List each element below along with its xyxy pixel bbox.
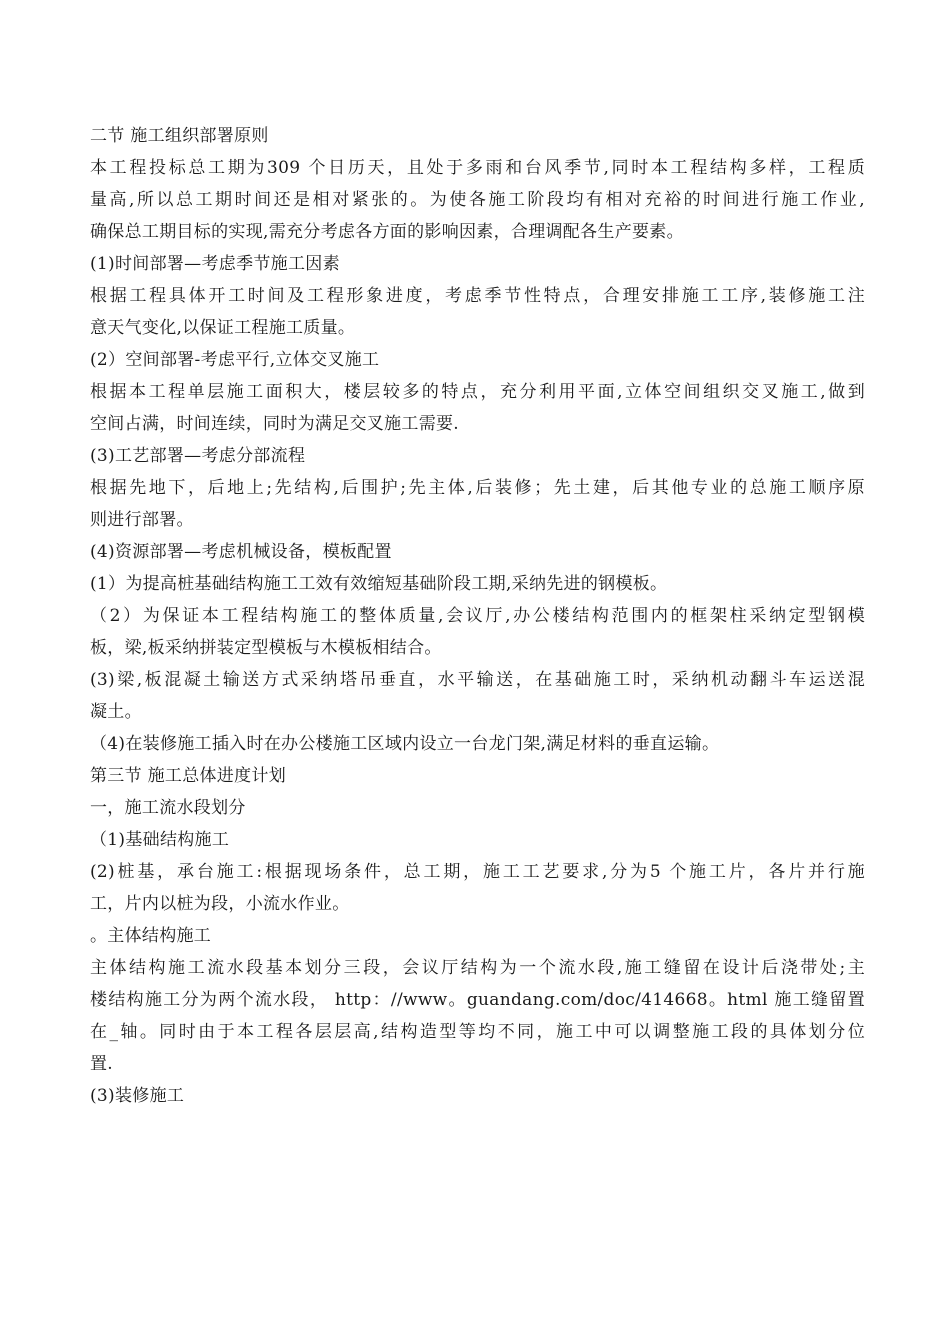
paragraph-line: 凝土。 xyxy=(90,702,142,722)
paragraph-line: 板，梁,板采纳拼装定型模板与木模板相结合。 xyxy=(90,638,442,658)
paragraph-line: (3)梁,板混凝土输送方式采纳塔吊垂直，水平输送，在基础施工时，采纳机动翻斗车运送混 xyxy=(90,670,865,690)
paragraph-line: 工，片内以桩为段，小流水作业。 xyxy=(90,894,350,914)
section-heading: (4)资源部署—考虑机械设备，模板配置 xyxy=(90,542,392,562)
paragraph-line: （2）为保证本工程结构施工的整体质量,会议厅,办公楼结构范围内的框架柱采纳定型钢模 xyxy=(90,606,865,626)
section-heading: 。主体结构施工 xyxy=(90,926,212,946)
section-heading: 二节 施工组织部署原则 xyxy=(90,126,269,146)
document-page xyxy=(90,120,865,1112)
paragraph-line: 在_轴。同时由于本工程各层层高,结构造型等均不同，施工中可以调整施工段的具体划分位 xyxy=(90,1022,865,1042)
section-heading: (3)工艺部署—考虑分部流程 xyxy=(90,446,306,466)
paragraph-line: 空间占满，时间连续，同时为满足交叉施工需要. xyxy=(90,414,460,434)
paragraph-line: (1）为提高桩基础结构施工工效有效缩短基础阶段工期,采纳先进的钢模板。 xyxy=(90,574,668,594)
paragraph-line: 意天气变化,以保证工程施工质量。 xyxy=(90,318,356,338)
section-heading: (2）空间部署-考虑平行,立体交叉施工 xyxy=(90,350,380,370)
section-heading: (1)时间部署—考虑季节施工因素 xyxy=(90,254,340,274)
section-heading: (3)装修施工 xyxy=(90,1086,185,1106)
section-heading: 第三节 施工总体进度计划 xyxy=(90,766,287,786)
paragraph-line: 楼结构施工分为两个流水段， http：//www。guandang.com/doc/414668。html 施工缝留置 xyxy=(90,990,865,1010)
paragraph-line: 本工程投标总工期为309 个日历天，且处于多雨和台风季节,同时本工程结构多样，工程质 xyxy=(90,158,865,178)
paragraph-line: 则进行部署。 xyxy=(90,510,194,530)
paragraph-line: 根据本工程单层施工面积大，楼层较多的特点，充分利用平面,立体空间组织交叉施工,做到 xyxy=(90,382,865,402)
paragraph-line: 量高,所以总工期时间还是相对紧张的。为使各施工阶段均有相对充裕的时间进行施工作业, xyxy=(90,190,865,210)
paragraph-line: 置. xyxy=(90,1054,114,1074)
paragraph-line: 主体结构施工流水段基本划分三段，会议厅结构为一个流水段,施工缝留在设计后浇带处;主 xyxy=(90,958,865,978)
paragraph-line: 根据先地下，后地上;先结构,后围护;先主体,后装修；先土建，后其他专业的总施工顺序原 xyxy=(90,478,865,498)
paragraph-line: (2)桩基，承台施工:根据现场条件，总工期，施工工艺要求,分为5 个施工片，各片并行施 xyxy=(90,862,865,882)
paragraph-line: 根据工程具体开工时间及工程形象进度，考虑季节性特点，合理安排施工工序,装修施工注 xyxy=(90,286,865,306)
section-heading: （1)基础结构施工 xyxy=(90,830,230,850)
paragraph-line: 确保总工期目标的实现,需充分考虑各方面的影响因素，合理调配各生产要素。 xyxy=(90,222,684,242)
paragraph-line: （4)在装修施工插入时在办公楼施工区域内设立一台龙门架,满足材料的垂直运输。 xyxy=(90,734,720,754)
section-heading: 一，施工流水段划分 xyxy=(90,798,246,818)
